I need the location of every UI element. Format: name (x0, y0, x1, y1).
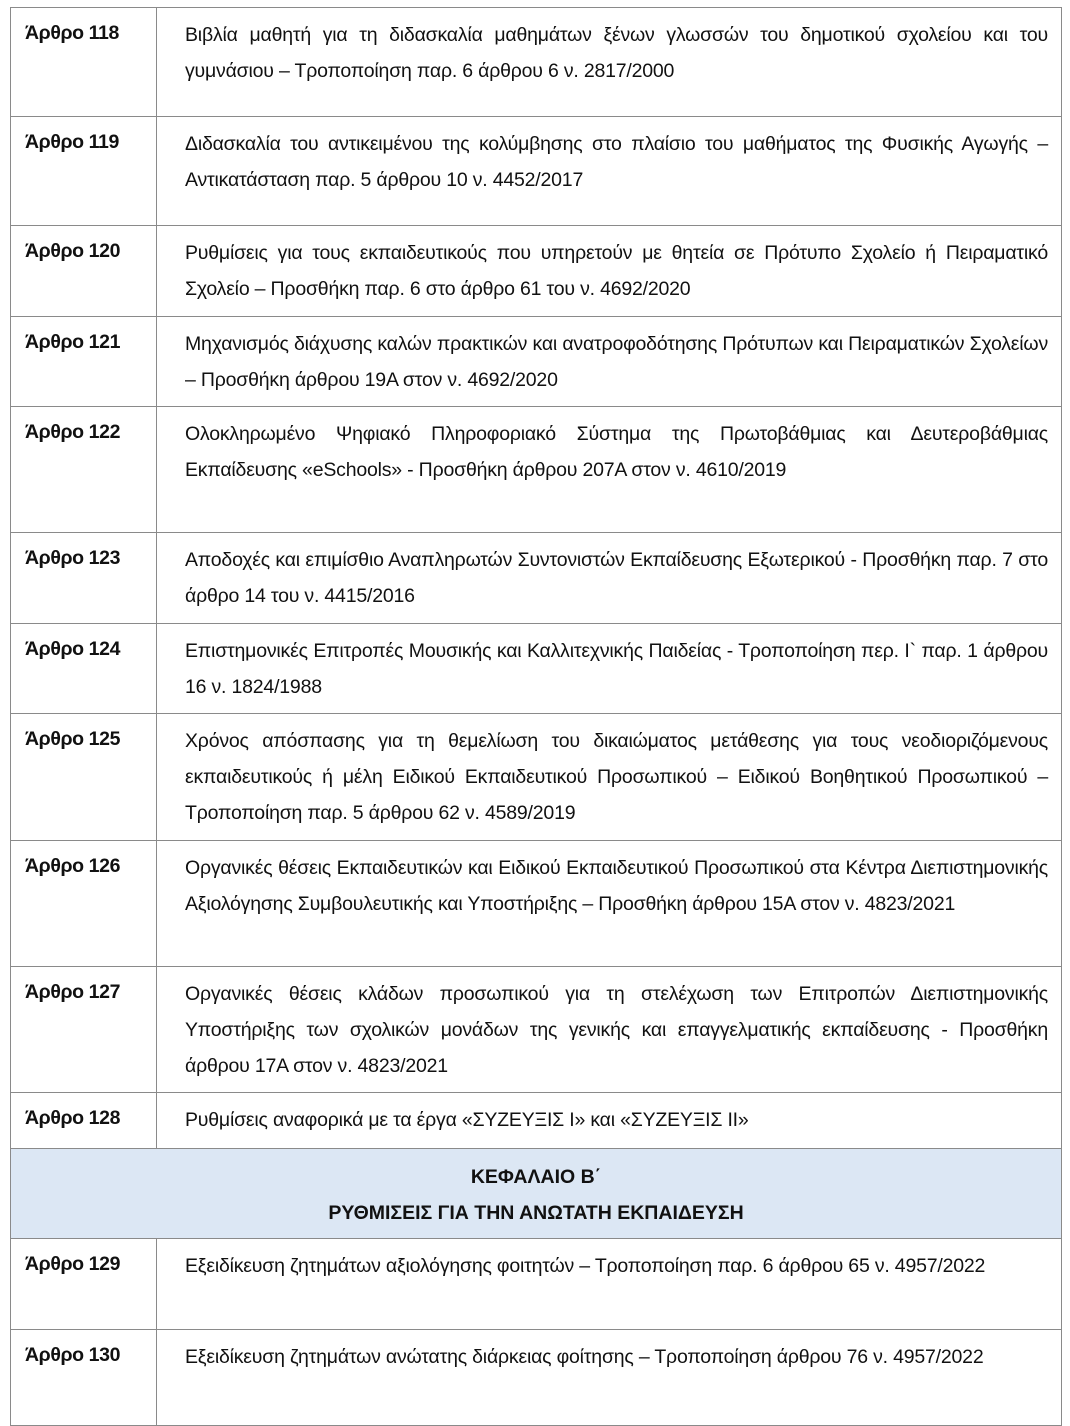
table-row (11, 967, 1062, 1093)
article-description: Ρυθμίσεις για τους εκπαιδευτικούς που υπηρετούν με θητεία σε Πρότυπο Σχολείο ή Πειραματικό Σχολείο – Προσθήκη παρ. 6 στο άρθρο 61 του ν. 4692/2020 (157, 226, 1062, 317)
table-row (11, 1239, 1062, 1330)
chapter-number: ΚΕΦΑΛΑΙΟ Β΄ (470, 1166, 602, 1188)
table-row (11, 841, 1062, 967)
article-number: Άρθρο 118 (11, 8, 157, 117)
article-description: Ολοκληρωμένο Ψηφιακό Πληροφοριακό Σύστημα της Πρωτοβάθμιας και Δευτεροβάθμιας Εκπαίδευσης «eSchools» - Προσθήκη άρθρου 207Α στον ν. 4610/2019 (157, 407, 1062, 533)
article-description: Μηχανισμός διάχυσης καλών πρακτικών και ανατροφοδότησης Πρότυπων και Πειραματικών Σχολείων – Προσθήκη άρθρου 19Α στον ν. 4692/2020 (157, 317, 1062, 407)
table-row (11, 317, 1062, 407)
article-number: Άρθρο 122 (11, 407, 157, 533)
article-description: Εξειδίκευση ζητημάτων ανώτατης διάρκειας φοίτησης – Τροποποίηση άρθρου 76 ν. 4957/2022 (157, 1330, 1062, 1426)
article-number: Άρθρο 129 (11, 1239, 157, 1330)
articles-table (10, 7, 1062, 1426)
article-description: Εξειδίκευση ζητημάτων αξιολόγησης φοιτητών – Τροποποίηση παρ. 6 άρθρου 65 ν. 4957/2022 (157, 1239, 1062, 1330)
table-row (11, 8, 1062, 117)
article-description: Αποδοχές και επιμίσθιο Αναπληρωτών Συντονιστών Εκπαίδευσης Εξωτερικού - Προσθήκη παρ. 7 στο άρθρο 14 του ν. 4415/2016 (157, 533, 1062, 624)
article-description: Ρυθμίσεις αναφορικά με τα έργα «ΣΥΖΕΥΞΙΣ Ι» και «ΣΥΖΕΥΞΙΣ ΙΙ» (157, 1093, 1062, 1149)
table-row (11, 407, 1062, 533)
chapter-header (11, 1149, 1062, 1239)
article-description: Διδασκαλία του αντικειμένου της κολύμβησης στο πλαίσιο του μαθήματος της Φυσικής Αγωγής – Αντικατάσταση παρ. 5 άρθρου 10 ν. 4452/2017 (157, 117, 1062, 226)
table-row (11, 714, 1062, 841)
article-number: Άρθρο 125 (11, 714, 157, 841)
article-number: Άρθρο 128 (11, 1093, 157, 1149)
article-number: Άρθρο 123 (11, 533, 157, 624)
table-row (11, 117, 1062, 226)
article-number: Άρθρο 120 (11, 226, 157, 317)
article-number: Άρθρο 121 (11, 317, 157, 407)
table-row (11, 533, 1062, 624)
chapter-header-row (11, 1149, 1062, 1239)
article-number: Άρθρο 124 (11, 624, 157, 714)
article-description: Χρόνος απόσπασης για τη θεμελίωση του δικαιώματος μετάθεσης για τους νεοδιοριζόμενους εκπαιδευτικούς ή μέλη Ειδικού Εκπαιδευτικού Προσωπικού – Ειδικού Βοηθητικού Προσωπικού – Τροποποίηση παρ. 5 άρθρου 62 ν. 4589/2019 (157, 714, 1062, 841)
table-row (11, 624, 1062, 714)
article-description: Βιβλία μαθητή για τη διδασκαλία μαθημάτων ξένων γλωσσών του δημοτικού σχολείου και του γυμνάσιου – Τροποποίηση παρ. 6 άρθρου 6 ν. 2817/2000 (157, 8, 1062, 117)
article-number: Άρθρο 126 (11, 841, 157, 967)
article-number: Άρθρο 127 (11, 967, 157, 1093)
article-number: Άρθρο 130 (11, 1330, 157, 1426)
article-number: Άρθρο 119 (11, 117, 157, 226)
table-row (11, 226, 1062, 317)
article-description: Επιστημονικές Επιτροπές Μουσικής και Καλλιτεχνικής Παιδείας - Τροποποίηση περ. Ι` παρ. 1 άρθρου 16 ν. 1824/1988 (157, 624, 1062, 714)
table-row (11, 1330, 1062, 1426)
article-description: Οργανικές θέσεις Εκπαιδευτικών και Ειδικού Εκπαιδευτικού Προσωπικού στα Κέντρα Διεπιστημονικής Αξιολόγησης Συμβουλευτικής και Υποστήριξης – Προσθήκη άρθρου 15Α στον ν. 4823/2021 (157, 841, 1062, 967)
chapter-title: ΡΥΘΜΙΣΕΙΣ ΓΙΑ ΤΗΝ ΑΝΩΤΑΤΗ ΕΚΠΑΙΔΕΥΣΗ (328, 1202, 744, 1224)
table-row (11, 1093, 1062, 1149)
article-description: Οργανικές θέσεις κλάδων προσωπικού για τη στελέχωση των Επιτροπών Διεπιστημονικής Υποστήριξης των σχολικών μονάδων της γενικής και επαγγελματικής εκπαίδευσης - Προσθήκη άρθρου 17Α στον ν. 4823/2021 (157, 967, 1062, 1093)
